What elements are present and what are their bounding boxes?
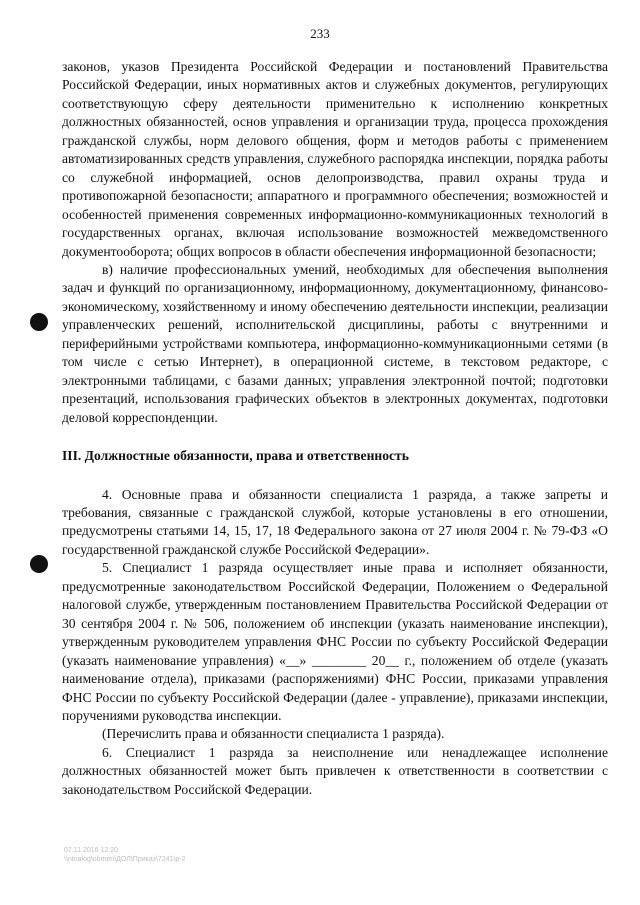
page-number: 233 [310, 26, 330, 41]
paragraph-knowledge-continued: законов, указов Президента Российской Федерации и постановлений Правительства Российской Федерации, иных нормативных актов и служебных документов, регулирующих соответствующую сферу деятельности применительно к исполнению конкретных должностных обязанностей, основ управления и организации труда, процесса прохождения гражданской службы, норм делового общения, форм и методов работы с применением автоматизированных средств управления, служебного распорядка инспекции, порядка работы со служебной информацией, основ делопроизводства, правил охраны труда и противопожарной безопасности; аппаратного и программного обеспечения; возможностей и особенностей применения современных информационно-коммуникационных технологий в государственных органах, включая использование возможностей межведомственного документооборота; общих вопросов в области обеспечения информационной безопасности; [62, 59, 608, 259]
document-body [62, 58, 608, 799]
section-title: III. Должностные обязанности, права и ответственность [62, 448, 409, 464]
paragraph-item-4: 4. Основные права и обязанности специалиста 1 разряда, а также запреты и требования, связанные с гражданской службой, которые установлены в его отношении, предусмотрены статьями 14, 15, 17, 18 Федерального закона от 27 июля 2004 г. № 79-ФЗ «О государственной гражданской службе Российской Федерации». [62, 486, 608, 557]
punch-hole-lower [30, 555, 48, 573]
footer-file-path: \\ntnalog\obmen\ДОЛ\Приказ\7241\р-2 [64, 856, 186, 863]
footer-file-stamp [64, 846, 185, 864]
paragraph-item-5: 5. Специалист 1 разряда осуществляет иные права и исполняет обязанности, предусмотренные законодательством Российской Федерации, Положением о Федеральной налоговой службе, утвержденным постановлением Правительства Российской Федерации от 30 сентября 2004 г. № 506, положением об инспекции (указать наименование инспекции), утвержденным руководителем управления ФНС России по субъекту Российской Федерации (указать наименование управления) «__» ________ 20__ г., положением об отделе (указать наименование отдела), приказами (распоряжениями) ФНС России, приказами управления ФНС России по субъекту Российской Федерации (далее - управление), приказами инспекции, поручениями руководства инспекции. [62, 560, 608, 723]
punch-hole-upper [30, 313, 48, 331]
footer-timestamp: 07.11.2016 12:20 [64, 847, 118, 854]
paragraph-item-6: 6. Специалист 1 разряда за неисполнение или ненадлежащее исполнение должностных обязанностей может быть привлечен к ответственности в соответствии с законодательством Российской Федерации. [62, 744, 608, 797]
paragraph-skills: в) наличие профессиональных умений, необходимых для обеспечения выполнения задач и функций по организационному, информационному, документационному, финансово-экономическому, хозяйственному и иному обеспечению деятельности инспекции, реализации управленческих решений, исполнительской дисциплины, работы с внутренними и периферийными устройствами компьютера, информационно-коммуникационными сетями (в том числе с сетью Интернет), в операционной системе, в текстовом редакторе, с электронными таблицами, с базами данных; управления электронной почтой; подготовки презентаций, использования графических объектов в электронных документах, подготовки деловой корреспонденции. [62, 261, 608, 425]
paragraph-item-5-note: (Перечислить права и обязанности специалиста 1 разряда). [102, 726, 445, 742]
